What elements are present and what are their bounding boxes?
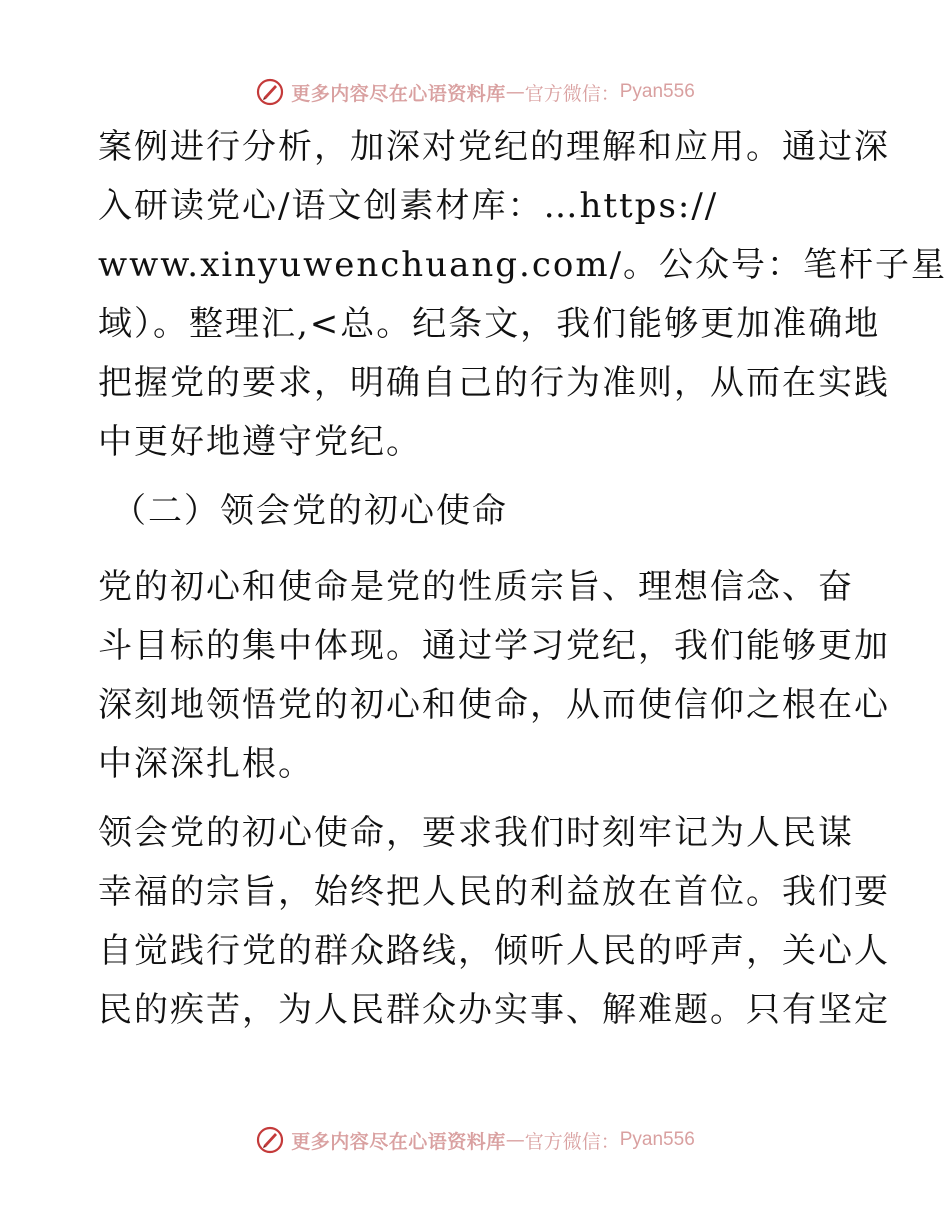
brand-logo-icon <box>255 1125 285 1155</box>
footer-wechat-label: 官方微信： <box>524 1130 620 1153</box>
body-line: 深刻地领悟党的初心和使命，从而使信仰之根在心 <box>98 685 890 725</box>
body-line: 领会党的初心使命，要求我们时刻牢记为人民谋 <box>98 813 854 853</box>
header-separator: — <box>505 81 525 103</box>
body-line: 域）。整理汇,<总。纪条文，我们能够更加准确地 <box>98 304 881 344</box>
body-line: 把握党的要求，明确自己的行为准则，从而在实践 <box>98 363 890 403</box>
body-line: 自觉践行党的群众路线，倾听人民的呼声，关心人 <box>98 931 890 971</box>
header-wechat-label: 官方微信： <box>524 82 620 105</box>
body-line: 中更好地遵守党纪。 <box>98 422 422 462</box>
body-line: 案例进行分析，加深对党纪的理解和应用。通过深 <box>98 127 890 167</box>
header-banner <box>0 72 950 112</box>
body-line: 斗目标的集中体现。通过学习党纪，我们能够更加 <box>98 626 890 666</box>
body-line: 党的初心和使命是党的性质宗旨、理想信念、奋 <box>98 567 854 607</box>
body-line: 中深深扎根。 <box>98 744 314 784</box>
body-line: 民的疾苦，为人民群众办实事、解难题。只有坚定 <box>98 990 890 1030</box>
body-line: 入研读党心/语文创素材库：…https:// <box>98 186 719 226</box>
body-line: 幸福的宗旨，始终把人民的利益放在首位。我们要 <box>98 872 890 912</box>
footer-banner <box>0 1120 950 1160</box>
brand-logo-icon <box>255 77 285 107</box>
footer-separator: — <box>505 1129 525 1151</box>
body-line: www.xinyuwenchuang.com/。公众号：笔杆子星 <box>98 245 948 285</box>
header-site-text: 更多内容尽在心语资料库 <box>291 82 506 105</box>
header-wechat-id: Pyan556 <box>619 81 695 102</box>
section-heading: （二）领会党的初心使命 <box>112 491 508 531</box>
footer-site-text: 更多内容尽在心语资料库 <box>291 1130 506 1153</box>
footer-wechat-id: Pyan556 <box>619 1129 695 1150</box>
